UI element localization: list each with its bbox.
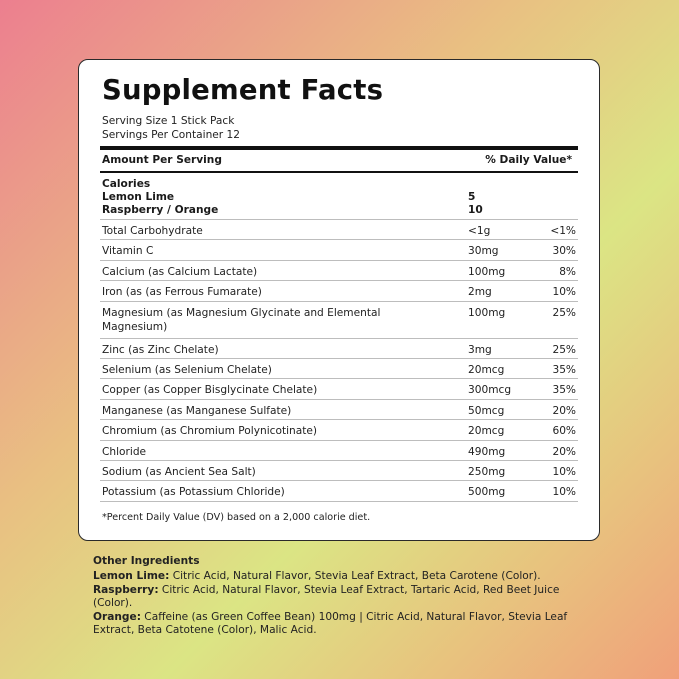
nutrient-dv: 20% bbox=[552, 404, 576, 417]
nutrient-amount: 300mcg bbox=[468, 384, 512, 397]
table-row bbox=[100, 240, 578, 260]
nutrient-name: Copper (as Copper Bisglycinate Chelate) bbox=[102, 384, 318, 397]
dv-header: % Daily Value* bbox=[485, 154, 572, 166]
nutrient-amount: 3mg bbox=[468, 343, 492, 356]
table-row bbox=[100, 339, 578, 359]
nutrient-amount: 500mg bbox=[468, 486, 506, 499]
table-row bbox=[100, 359, 578, 379]
nutrient-amount: 490mg bbox=[468, 445, 506, 458]
serving-size: Serving Size 1 Stick Pack bbox=[102, 115, 235, 127]
table-row bbox=[100, 379, 578, 399]
amount-header: Amount Per Serving bbox=[102, 154, 222, 166]
ingredient-text: Citric Acid, Natural Flavor, Stevia Leaf Extract, Beta Carotene (Color). bbox=[169, 569, 541, 582]
nutrient-amount: 100mg bbox=[468, 306, 506, 319]
table-row bbox=[100, 220, 578, 240]
facts-title: Supplement Facts bbox=[102, 74, 384, 106]
ingredient-text: Citric Acid, Natural Flavor, Stevia Leaf Extract, Tartaric Acid, Red Beet Juice (Color). bbox=[93, 584, 560, 609]
nutrient-name: Magnesium (as Magnesium Glycinate and Elemental Magnesium) bbox=[102, 306, 381, 333]
nutrient-dv: 35% bbox=[552, 384, 576, 397]
nutrient-name: Zinc (as Zinc Chelate) bbox=[102, 343, 219, 356]
nutrient-amount: 2mg bbox=[468, 286, 492, 299]
calories-flavor-raspberry-orange: Raspberry / Orange bbox=[102, 204, 219, 216]
ingredient-label: Orange: bbox=[93, 611, 141, 624]
nutrient-amount: 100mg bbox=[468, 265, 506, 278]
nutrient-name: Manganese (as Manganese Sulfate) bbox=[102, 404, 292, 417]
nutrient-dv: <1% bbox=[550, 225, 576, 237]
servings-per-container: Servings Per Container 12 bbox=[102, 129, 241, 141]
nutrient-name: Potassium (as Potassium Chloride) bbox=[102, 486, 285, 499]
footnote: *Percent Daily Value (DV) based on a 2,000 calorie diet. bbox=[102, 512, 371, 523]
divider-thick bbox=[100, 146, 578, 150]
ingredient-orange bbox=[93, 611, 593, 636]
ingredient-raspberry bbox=[93, 584, 593, 609]
nutrient-name: Total Carbohydrate bbox=[102, 225, 203, 237]
calories-flavor-lemon-lime: Lemon Lime bbox=[102, 191, 175, 203]
nutrient-dv: 10% bbox=[552, 286, 576, 299]
nutrient-amount: <1g bbox=[468, 225, 491, 237]
nutrient-dv: 20% bbox=[552, 445, 576, 458]
table-row bbox=[100, 461, 578, 481]
table-row bbox=[100, 481, 578, 501]
divider-medium bbox=[100, 171, 578, 173]
nutrient-dv: 10% bbox=[552, 466, 576, 478]
nutrient-dv: 30% bbox=[552, 245, 576, 258]
ingredient-lemon-lime bbox=[93, 570, 593, 583]
calories-value-lemon-lime: 5 bbox=[468, 191, 476, 203]
nutrient-name: Chloride bbox=[102, 445, 147, 458]
nutrient-amount: 50mcg bbox=[468, 404, 505, 417]
nutrient-name: Selenium (as Selenium Chelate) bbox=[102, 364, 272, 376]
calories-value-raspberry-orange: 10 bbox=[468, 204, 483, 216]
nutrient-dv: 8% bbox=[559, 265, 576, 278]
supplement-facts-panel bbox=[78, 59, 600, 541]
ingredient-label: Raspberry: bbox=[93, 584, 159, 597]
nutrient-amount: 250mg bbox=[468, 466, 506, 478]
nutrient-name: Iron (as (as Ferrous Fumarate) bbox=[102, 286, 262, 299]
nutrient-amount: 20mcg bbox=[468, 364, 505, 376]
nutrient-dv: 25% bbox=[552, 343, 576, 356]
ingredient-text: Caffeine (as Green Coffee Bean) 100mg | Citric Acid, Natural Flavor, Stevia Leaf Extract, Beta Catotene (Color), Malic Acid. bbox=[93, 611, 568, 636]
table-row bbox=[100, 420, 578, 440]
nutrient-dv: 25% bbox=[552, 306, 576, 319]
nutrient-name: Chromium (as Chromium Polynicotinate) bbox=[102, 425, 318, 438]
table-row bbox=[100, 400, 578, 420]
table-row bbox=[100, 302, 578, 339]
table-row bbox=[100, 441, 578, 461]
other-ingredients bbox=[93, 555, 593, 639]
nutrient-dv: 35% bbox=[552, 364, 576, 376]
nutrient-dv: 10% bbox=[552, 486, 576, 499]
table-row bbox=[100, 261, 578, 281]
nutrient-name: Vitamin C bbox=[102, 245, 154, 258]
nutrient-dv: 60% bbox=[552, 425, 576, 438]
calories-label: Calories bbox=[102, 178, 151, 190]
nutrient-name: Sodium (as Ancient Sea Salt) bbox=[102, 466, 256, 478]
ingredient-label: Lemon Lime: bbox=[93, 569, 170, 582]
other-ingredients-heading: Other Ingredients bbox=[93, 555, 200, 567]
nutrient-amount: 30mg bbox=[468, 245, 499, 258]
nutrient-name: Calcium (as Calcium Lactate) bbox=[102, 265, 258, 278]
table-row bbox=[100, 281, 578, 301]
nutrient-amount: 20mcg bbox=[468, 425, 505, 438]
